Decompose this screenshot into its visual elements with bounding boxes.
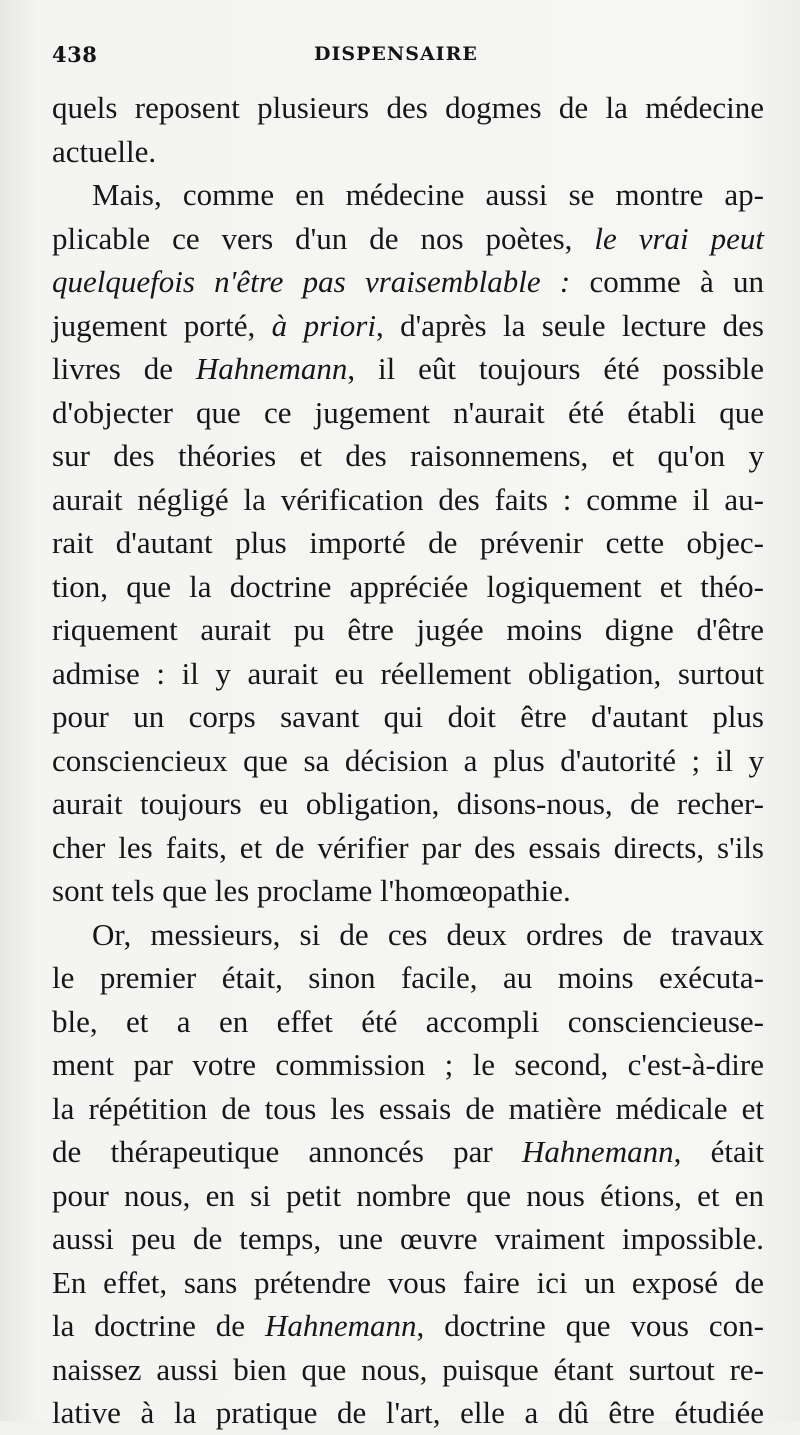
author-name: Hahnemann (195, 351, 348, 386)
text-segment: de thérapeutique annoncés par (52, 1134, 523, 1169)
text-line: d'objecter que ce jugement n'aurait été établi que (52, 394, 764, 430)
text-line (52, 1130, 764, 1174)
text-line: rait d'autant plus importé de prévenir cette objec- (52, 525, 764, 560)
text-line: tion, que la doctrine appréciée logiquement et théo- (52, 568, 764, 604)
text-line: riquement aurait pu être jugée moins digne d'être (52, 612, 764, 647)
text-line: sur des théories et des raisonnemens, et qu'on y (52, 438, 764, 473)
italic-phrase: à priori (271, 307, 376, 343)
text-line: aurait toujours eu obligation, disons-nous, de recher- (52, 786, 764, 821)
text-line: actuelle. (52, 133, 157, 169)
text-line (52, 217, 764, 261)
body-text (52, 86, 764, 1435)
text-line: lative à la pratique de l'art, elle a dû être étudiée (52, 1395, 764, 1430)
text-segment: plicable ce vers d'un de nos poètes, (52, 220, 595, 256)
text-segment: jugement porté, (52, 307, 272, 343)
text-line: le premier était, sinon facile, au moins exécuta- (52, 960, 764, 995)
text-line: ble, et a en effet été accompli consciencieuse- (52, 1003, 764, 1039)
text-line: sont tels que les proclame l'homœopathie. (52, 873, 571, 908)
text-line (52, 347, 764, 391)
text-segment: la doctrine de (52, 1308, 265, 1343)
running-head (52, 42, 752, 78)
text-line: admise : il y aurait eu réellement obligation, surtout (52, 655, 764, 691)
text-line (52, 1304, 764, 1348)
running-title: DISPENSAIRE (314, 43, 478, 65)
text-line: ment par votre commission ; le second, c'est-à-dire (52, 1047, 764, 1082)
text-line: En effet, sans prétendre vous faire ici un exposé de (52, 1264, 764, 1300)
text-line: consciencieux que sa décision a plus d'autorité ; il y (52, 742, 764, 778)
text-line: aussi peu de temps, une œuvre vraiment impossible. (52, 1221, 764, 1256)
author-name: Hahnemann (265, 1308, 417, 1343)
text-line: cher les faits, et de vérifier par des essais directs, s'ils (52, 829, 764, 865)
text-line: pour nous, en si petit nombre que nous étions, et en (52, 1177, 764, 1213)
text-segment: , d'après la seule lecture des (375, 307, 764, 343)
text-segment: comme à un (589, 264, 764, 299)
text-line: Mais, comme en médecine aussi se montre ap- (92, 177, 764, 212)
text-segment: , était (673, 1134, 764, 1169)
text-line: la répétition de tous les essais de matière médicale et (52, 1090, 764, 1126)
text-line: naissez aussi bien que nous, puisque étant surtout re- (52, 1351, 764, 1387)
text-segment: , doctrine que vous con- (416, 1308, 764, 1343)
italic-quote: quelquefois n'être pas vraisemblable : (52, 264, 590, 299)
text-line: quels reposent plusieurs des dogmes de la médecine (52, 90, 764, 125)
text-line: Or, messieurs, si de ces deux ordres de travaux (92, 916, 764, 952)
text-line: aurait négligé la vérification des faits : comme il au- (52, 481, 764, 517)
italic-quote: le vrai peut (594, 220, 764, 256)
text-line (52, 304, 764, 348)
page-number: 438 (52, 42, 98, 67)
text-line (52, 260, 764, 304)
author-name: Hahnemann (522, 1134, 674, 1169)
text-line: pour un corps savant qui doit être d'autant plus (52, 699, 764, 734)
text-segment: , il eût toujours été possible (347, 351, 764, 386)
text-segment: livres de (52, 351, 196, 386)
